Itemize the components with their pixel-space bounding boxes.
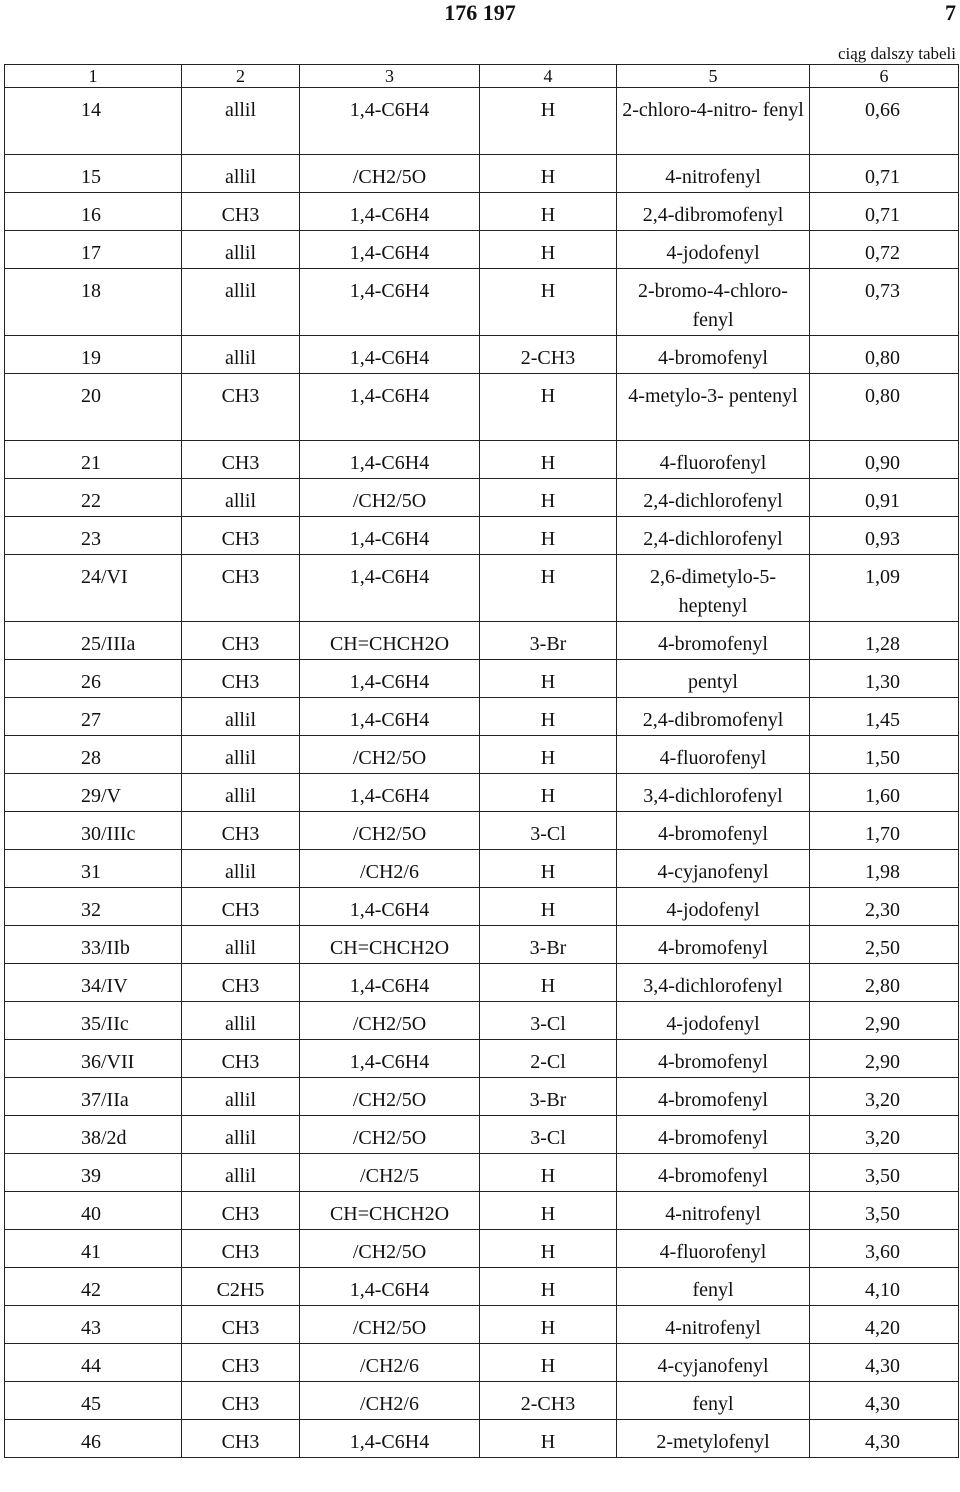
table-cell: 16: [5, 193, 182, 231]
table-cell: 1,4-C6H4: [300, 660, 480, 698]
table-row: [5, 964, 959, 1002]
table-row: [5, 1268, 959, 1306]
table-cell: CH3: [182, 193, 300, 231]
table-cell: 4-jodofenyl: [617, 888, 810, 926]
table-cell: 1,4-C6H4: [300, 517, 480, 555]
table-cell: /CH2/5O: [300, 155, 480, 193]
table-cell: CH3: [182, 812, 300, 850]
table-cell: 1,98: [810, 850, 959, 888]
table-row: [5, 88, 959, 155]
table-cell: 1,4-C6H4: [300, 774, 480, 812]
table-cell: CH3: [182, 1420, 300, 1458]
table-cell: allil: [182, 736, 300, 774]
table-row: [5, 1382, 959, 1420]
table-cell: 32: [5, 888, 182, 926]
table-cell: 36/VII: [5, 1040, 182, 1078]
table-row: [5, 1116, 959, 1154]
table-cell: H: [480, 155, 617, 193]
table-cell: 30/IIIc: [5, 812, 182, 850]
table-cell: CH3: [182, 1192, 300, 1230]
table-cell: /CH2/5O: [300, 479, 480, 517]
table-cell: 3,60: [810, 1230, 959, 1268]
table-cell: 15: [5, 155, 182, 193]
column-header: 4: [480, 65, 617, 88]
table-cell: 2,4-dibromofenyl: [617, 193, 810, 231]
table-cell: 1,50: [810, 736, 959, 774]
table-cell: 21: [5, 441, 182, 479]
table-cell: /CH2/5O: [300, 1306, 480, 1344]
table-cell: allil: [182, 269, 300, 336]
table-cell: CH3: [182, 660, 300, 698]
table-cell: allil: [182, 336, 300, 374]
table-cell: 4-nitrofenyl: [617, 1192, 810, 1230]
table-cell: 4-bromofenyl: [617, 622, 810, 660]
table-cell: H: [480, 774, 617, 812]
table-cell: H: [480, 888, 617, 926]
table-cell: 3,4-dichlorofenyl: [617, 964, 810, 1002]
table-cell: 2-CH3: [480, 1382, 617, 1420]
table-row: [5, 888, 959, 926]
table-cell: H: [480, 1230, 617, 1268]
table-cell: allil: [182, 850, 300, 888]
table-cell: CH3: [182, 1230, 300, 1268]
table-cell: 40: [5, 1192, 182, 1230]
table-row: [5, 926, 959, 964]
table-cell: 1,4-C6H4: [300, 555, 480, 622]
table-cell: 2,30: [810, 888, 959, 926]
table-row: [5, 1002, 959, 1040]
table-cell: allil: [182, 926, 300, 964]
table-cell: 24/VI: [5, 555, 182, 622]
table-row: [5, 736, 959, 774]
table-row: [5, 1154, 959, 1192]
table-cell: 4-nitrofenyl: [617, 155, 810, 193]
column-header: 5: [617, 65, 810, 88]
table-row: [5, 1040, 959, 1078]
table-cell: CH=CHCH2O: [300, 1192, 480, 1230]
table-cell: 3-Cl: [480, 1002, 617, 1040]
table-cell: 14: [5, 88, 182, 155]
table-cell: H: [480, 850, 617, 888]
table-cell: 4-metylo-3- pentenyl: [617, 374, 810, 441]
table-cell: 3,4-dichlorofenyl: [617, 774, 810, 812]
table-cell: 4-bromofenyl: [617, 926, 810, 964]
table-cell: 4,10: [810, 1268, 959, 1306]
table-cell: 2,4-dichlorofenyl: [617, 479, 810, 517]
table-cell: /CH2/6: [300, 1382, 480, 1420]
table-cell: 2-bromo-4-chloro- fenyl: [617, 269, 810, 336]
page-number: 176 197: [444, 0, 516, 25]
table-cell: 27: [5, 698, 182, 736]
table-cell: 23: [5, 517, 182, 555]
table-cell: 0,66: [810, 88, 959, 155]
table-cell: H: [480, 193, 617, 231]
table-cell: 4,20: [810, 1306, 959, 1344]
table-cell: 1,4-C6H4: [300, 1040, 480, 1078]
table-cell: 1,70: [810, 812, 959, 850]
table-cell: CH3: [182, 622, 300, 660]
table-cell: H: [480, 269, 617, 336]
table-cell: /CH2/6: [300, 1344, 480, 1382]
table-row: [5, 479, 959, 517]
table-cell: allil: [182, 155, 300, 193]
table-row: [5, 850, 959, 888]
table-cell: 1,4-C6H4: [300, 231, 480, 269]
table-cell: 1,4-C6H4: [300, 888, 480, 926]
table-cell: 4-bromofenyl: [617, 812, 810, 850]
table-row: [5, 622, 959, 660]
table-cell: H: [480, 1192, 617, 1230]
table-cell: 4-bromofenyl: [617, 1040, 810, 1078]
table-cell: 2,6-dimetylo-5- heptenyl: [617, 555, 810, 622]
table-cell: 1,4-C6H4: [300, 1420, 480, 1458]
table-cell: /CH2/6: [300, 850, 480, 888]
table-cell: pentyl: [617, 660, 810, 698]
table-cell: 22: [5, 479, 182, 517]
table-cell: 1,4-C6H4: [300, 964, 480, 1002]
table-cell: 0,71: [810, 193, 959, 231]
table-row: [5, 336, 959, 374]
table-cell: 17: [5, 231, 182, 269]
table-cell: H: [480, 1306, 617, 1344]
table-cell: CH3: [182, 888, 300, 926]
table-cell: H: [480, 88, 617, 155]
table-cell: 4-bromofenyl: [617, 336, 810, 374]
table-cell: 4-cyjanofenyl: [617, 1344, 810, 1382]
table-cell: allil: [182, 698, 300, 736]
table-cell: /CH2/5O: [300, 1002, 480, 1040]
table-cell: CH3: [182, 1040, 300, 1078]
table-cell: 1,4-C6H4: [300, 88, 480, 155]
table-cell: /CH2/5O: [300, 1230, 480, 1268]
table-cell: /CH2/5O: [300, 812, 480, 850]
table-row: [5, 698, 959, 736]
table-cell: 1,4-C6H4: [300, 698, 480, 736]
table-cell: 0,72: [810, 231, 959, 269]
table-cell: 3,50: [810, 1154, 959, 1192]
column-header: 6: [810, 65, 959, 88]
table-cell: C2H5: [182, 1268, 300, 1306]
column-header: 3: [300, 65, 480, 88]
column-header: 2: [182, 65, 300, 88]
table-cell: 4,30: [810, 1382, 959, 1420]
table-cell: 4,30: [810, 1344, 959, 1382]
table-cell: 38/2d: [5, 1116, 182, 1154]
table-cell: 28: [5, 736, 182, 774]
table-cell: H: [480, 964, 617, 1002]
table-cell: 26: [5, 660, 182, 698]
table-cell: 4-fluorofenyl: [617, 441, 810, 479]
table-row: [5, 374, 959, 441]
table-cell: 3,20: [810, 1078, 959, 1116]
table-cell: H: [480, 1268, 617, 1306]
table-cell: H: [480, 736, 617, 774]
table-cell: 1,4-C6H4: [300, 336, 480, 374]
table-cell: 31: [5, 850, 182, 888]
table-cell: /CH2/5: [300, 1154, 480, 1192]
table-row: [5, 1344, 959, 1382]
table-cell: 1,28: [810, 622, 959, 660]
table-cell: 1,4-C6H4: [300, 269, 480, 336]
table-cell: allil: [182, 231, 300, 269]
compound-table: [4, 64, 959, 1458]
table-cell: 1,4-C6H4: [300, 1268, 480, 1306]
table-cell: fenyl: [617, 1268, 810, 1306]
table-cell: allil: [182, 88, 300, 155]
table-cell: allil: [182, 1154, 300, 1192]
table-cell: 0,71: [810, 155, 959, 193]
table-cell: 1,60: [810, 774, 959, 812]
table-cell: 4-bromofenyl: [617, 1078, 810, 1116]
table-cell: allil: [182, 1078, 300, 1116]
table-cell: 4-nitrofenyl: [617, 1306, 810, 1344]
table-cell: H: [480, 660, 617, 698]
table-cell: H: [480, 374, 617, 441]
table-row: [5, 1230, 959, 1268]
table-cell: 46: [5, 1420, 182, 1458]
table-cell: 4-bromofenyl: [617, 1116, 810, 1154]
table-cell: CH3: [182, 517, 300, 555]
table-cell: 2-metylofenyl: [617, 1420, 810, 1458]
table-cell: 2-CH3: [480, 336, 617, 374]
table-row: [5, 155, 959, 193]
table-row: [5, 660, 959, 698]
table-cell: H: [480, 517, 617, 555]
table-cell: 3-Br: [480, 926, 617, 964]
table-cell: H: [480, 479, 617, 517]
table-cell: 2,4-dichlorofenyl: [617, 517, 810, 555]
table-cell: 39: [5, 1154, 182, 1192]
table-cell: 2,4-dibromofenyl: [617, 698, 810, 736]
table-cell: 0,93: [810, 517, 959, 555]
table-cell: 2,80: [810, 964, 959, 1002]
table-cell: CH=CHCH2O: [300, 926, 480, 964]
table-cell: 18: [5, 269, 182, 336]
table-cell: 3,20: [810, 1116, 959, 1154]
table-cell: allil: [182, 1116, 300, 1154]
table-cell: 42: [5, 1268, 182, 1306]
table-cell: 2-chloro-4-nitro- fenyl: [617, 88, 810, 155]
table-cell: 3,50: [810, 1192, 959, 1230]
table-cell: 4-fluorofenyl: [617, 1230, 810, 1268]
table-cell: 43: [5, 1306, 182, 1344]
table-cell: 3-Br: [480, 1078, 617, 1116]
table-cell: 1,45: [810, 698, 959, 736]
table-row: [5, 1192, 959, 1230]
table-row: [5, 441, 959, 479]
table-cell: 1,4-C6H4: [300, 374, 480, 441]
table-cell: 1,09: [810, 555, 959, 622]
table-cell: 35/IIc: [5, 1002, 182, 1040]
table-cell: 2-Cl: [480, 1040, 617, 1078]
table-row: [5, 1306, 959, 1344]
table-row: [5, 555, 959, 622]
table-cell: 20: [5, 374, 182, 441]
table-cell: 0,90: [810, 441, 959, 479]
table-cell: 33/IIb: [5, 926, 182, 964]
table-cell: H: [480, 231, 617, 269]
table-cell: 19: [5, 336, 182, 374]
table-cell: 4-cyjanofenyl: [617, 850, 810, 888]
header-row: [5, 65, 959, 88]
table-cell: allil: [182, 774, 300, 812]
table-cell: 2,90: [810, 1002, 959, 1040]
table-cell: allil: [182, 1002, 300, 1040]
table-cell: 29/V: [5, 774, 182, 812]
table-cell: /CH2/5O: [300, 1116, 480, 1154]
table-cell: 25/IIIa: [5, 622, 182, 660]
table-cell: fenyl: [617, 1382, 810, 1420]
table-cell: 41: [5, 1230, 182, 1268]
table-cell: 4-jodofenyl: [617, 231, 810, 269]
table-row: [5, 1078, 959, 1116]
table-cell: 0,73: [810, 269, 959, 336]
table-cell: /CH2/5O: [300, 1078, 480, 1116]
table-cell: 1,30: [810, 660, 959, 698]
column-header: 1: [5, 65, 182, 88]
table-cell: H: [480, 555, 617, 622]
table-cell: /CH2/5O: [300, 736, 480, 774]
table-cell: CH3: [182, 555, 300, 622]
table-cell: 1,4-C6H4: [300, 193, 480, 231]
table-cell: 45: [5, 1382, 182, 1420]
table-cell: CH3: [182, 964, 300, 1002]
table-cell: H: [480, 1344, 617, 1382]
table-cell: H: [480, 1154, 617, 1192]
table-cell: 4-jodofenyl: [617, 1002, 810, 1040]
table-cell: CH3: [182, 1382, 300, 1420]
table-cell: 44: [5, 1344, 182, 1382]
table-row: [5, 1420, 959, 1458]
table-cell: 34/IV: [5, 964, 182, 1002]
table-cell: CH3: [182, 1306, 300, 1344]
table-cell: CH3: [182, 1344, 300, 1382]
table-row: [5, 269, 959, 336]
table-cell: H: [480, 698, 617, 736]
table-row: [5, 517, 959, 555]
table-cell: 2,50: [810, 926, 959, 964]
table-cell: 0,80: [810, 336, 959, 374]
table-cell: 4-fluorofenyl: [617, 736, 810, 774]
table-cell: allil: [182, 479, 300, 517]
continuation-label: ciąg dalszy tabeli: [837, 44, 956, 63]
table-row: [5, 774, 959, 812]
table-row: [5, 231, 959, 269]
table-row: [5, 193, 959, 231]
table-cell: 2,90: [810, 1040, 959, 1078]
table-row: [5, 812, 959, 850]
table-cell: CH3: [182, 441, 300, 479]
table-cell: 1,4-C6H4: [300, 441, 480, 479]
table-cell: 3-Cl: [480, 1116, 617, 1154]
table-cell: H: [480, 1420, 617, 1458]
table-cell: 37/IIa: [5, 1078, 182, 1116]
page-number-right: 7: [945, 0, 956, 25]
table-cell: 3-Cl: [480, 812, 617, 850]
table-cell: H: [480, 441, 617, 479]
table-cell: CH=CHCH2O: [300, 622, 480, 660]
table-cell: 0,91: [810, 479, 959, 517]
table-cell: 4-bromofenyl: [617, 1154, 810, 1192]
table-cell: 4,30: [810, 1420, 959, 1458]
table-cell: 3-Br: [480, 622, 617, 660]
table-cell: 0,80: [810, 374, 959, 441]
table-cell: CH3: [182, 374, 300, 441]
